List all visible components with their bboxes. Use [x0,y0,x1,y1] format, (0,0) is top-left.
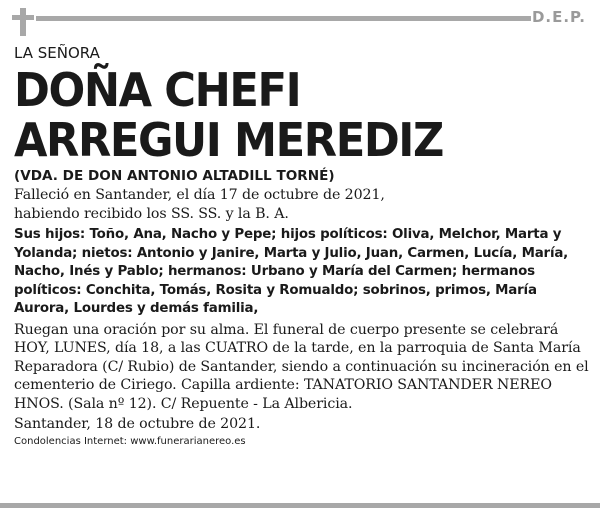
funeral-details: Ruegan una oración por su alma. El funeral de cuerpo presente se celebrará HOY, LUNES, día 18, a las CUATRO de la tarde, en la parroquia de Santa María Reparadora (C/ Rubio) de Santander, siendo a continuación su incineración en el cementerio de Ciriego. Capilla ardiente: TANATORIO SANTANDER NEREO HNOS. (Sala nº 12). C/ Repuente - La Albericia. [14,321,589,412]
dep-label: D.E.P. [531,8,586,26]
deceased-name-line1: DOÑA CHEFI [14,63,301,117]
bottom-rule [0,503,600,508]
header-rule [36,16,531,21]
cross-icon [12,8,34,36]
condolences-line: Condolencias Internet: www.funerarianereo.es [14,435,246,447]
death-line-2: habiendo recibido los SS. SS. y la B. A. [14,205,289,222]
header-bar [0,0,600,40]
family-list: Sus hijos: Toño, Ana, Nacho y Pepe; hijos políticos: Oliva, Melchor, Marta y Yolanda; nietos: Antonio y Janire, Marta y Julio, Juan, Carmen, Lucía, María, Nacho, Inés y Pablo; hermanos: Urbano y María del Carmen; hermanos políticos: Conchita, Tomás, Rosita y Romualdo; sobrinos, primos, María Aurora, Lourdes y demás familia, [14,227,569,316]
deceased-name-line2: ARREGUI MEREDIZ [14,113,443,167]
place-date: Santander, 18 de octubre de 2021. [14,416,261,432]
honorific-prefix: LA SEÑORA [14,44,100,62]
obituary-body [14,44,589,449]
death-line-1: Falleció en Santander, el día 17 de octubre de 2021, [14,187,385,203]
widow-of: (VDA. DE DON ANTONIO ALTADILL TORNÉ) [14,168,335,184]
